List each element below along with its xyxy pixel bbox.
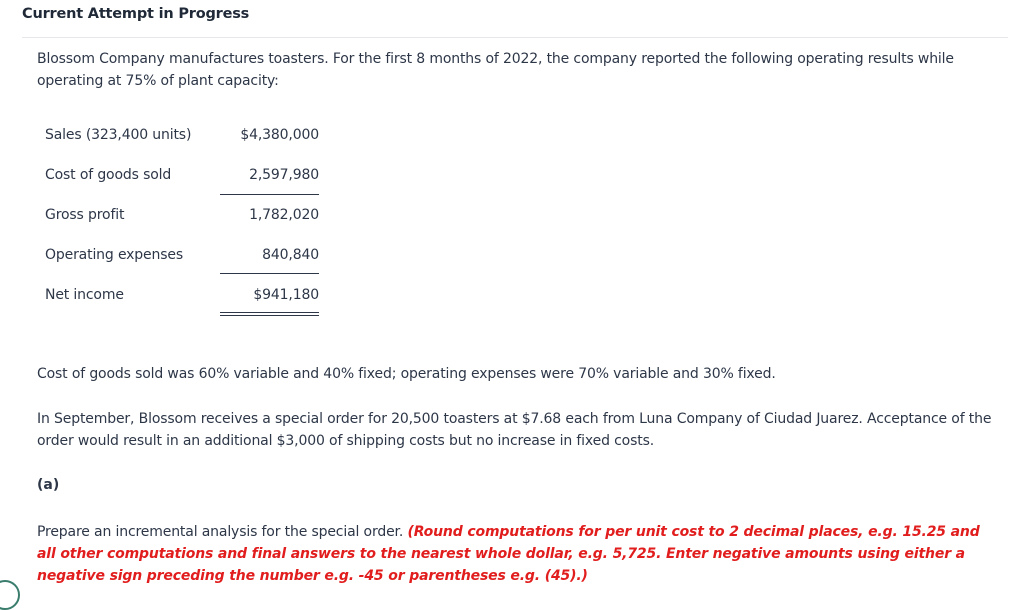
underline	[220, 194, 319, 195]
special-order-paragraph: In September, Blossom receives a special order for 20,500 toasters at $7.68 each from Luna Company of Ciudad Juarez. Acceptance of the order would result in an additional $3,000 of shipping costs but no increase in fixed costs.	[37, 411, 992, 449]
double-underline-top	[220, 312, 319, 313]
row-label: Net income	[45, 287, 124, 303]
intro-paragraph: Blossom Company manufactures toasters. For the first 8 months of 2022, the company reported the following operating results while operating at 75% of plant capacity:	[37, 51, 954, 89]
row-value: 2,597,980	[249, 167, 319, 183]
underline	[220, 273, 319, 274]
row-label: Operating expenses	[45, 247, 183, 263]
row-label: Cost of goods sold	[45, 167, 172, 183]
row-value: $4,380,000	[240, 127, 319, 143]
rounding-note: (Round computations for per unit cost to 2 decimal places, e.g. 15.25 and all other computations and final answers to the nearest whole dollar, e.g. 5,725. Enter negative amounts using either a negative sign preceding the number e.g. -45 or parentheses e.g. (45).)	[37, 524, 980, 584]
page-title: Current Attempt in Progress	[22, 6, 250, 22]
cost-behavior-paragraph: Cost of goods sold was 60% variable and 40% fixed; operating expenses were 70% variable and 30% fixed.	[37, 366, 776, 382]
row-value: 840,840	[262, 247, 319, 263]
double-underline-bottom	[220, 315, 319, 316]
part-a-label: (a)	[37, 477, 60, 493]
statement-row-sales	[45, 122, 325, 152]
statement-row-cogs	[45, 162, 325, 192]
help-avatar-icon[interactable]	[0, 580, 20, 610]
row-label: Gross profit	[45, 207, 125, 223]
statement-row-operating-expenses	[45, 242, 325, 272]
row-value: 1,782,020	[249, 207, 319, 223]
statement-row-net-income	[45, 282, 325, 312]
header-divider	[22, 37, 1008, 38]
statement-row-gross-profit	[45, 202, 325, 232]
row-label: Sales (323,400 units)	[45, 127, 192, 143]
part-a-instructions	[37, 521, 997, 587]
row-value: $941,180	[253, 287, 319, 303]
part-a-instruction-text: Prepare an incremental analysis for the special order.	[37, 524, 404, 540]
